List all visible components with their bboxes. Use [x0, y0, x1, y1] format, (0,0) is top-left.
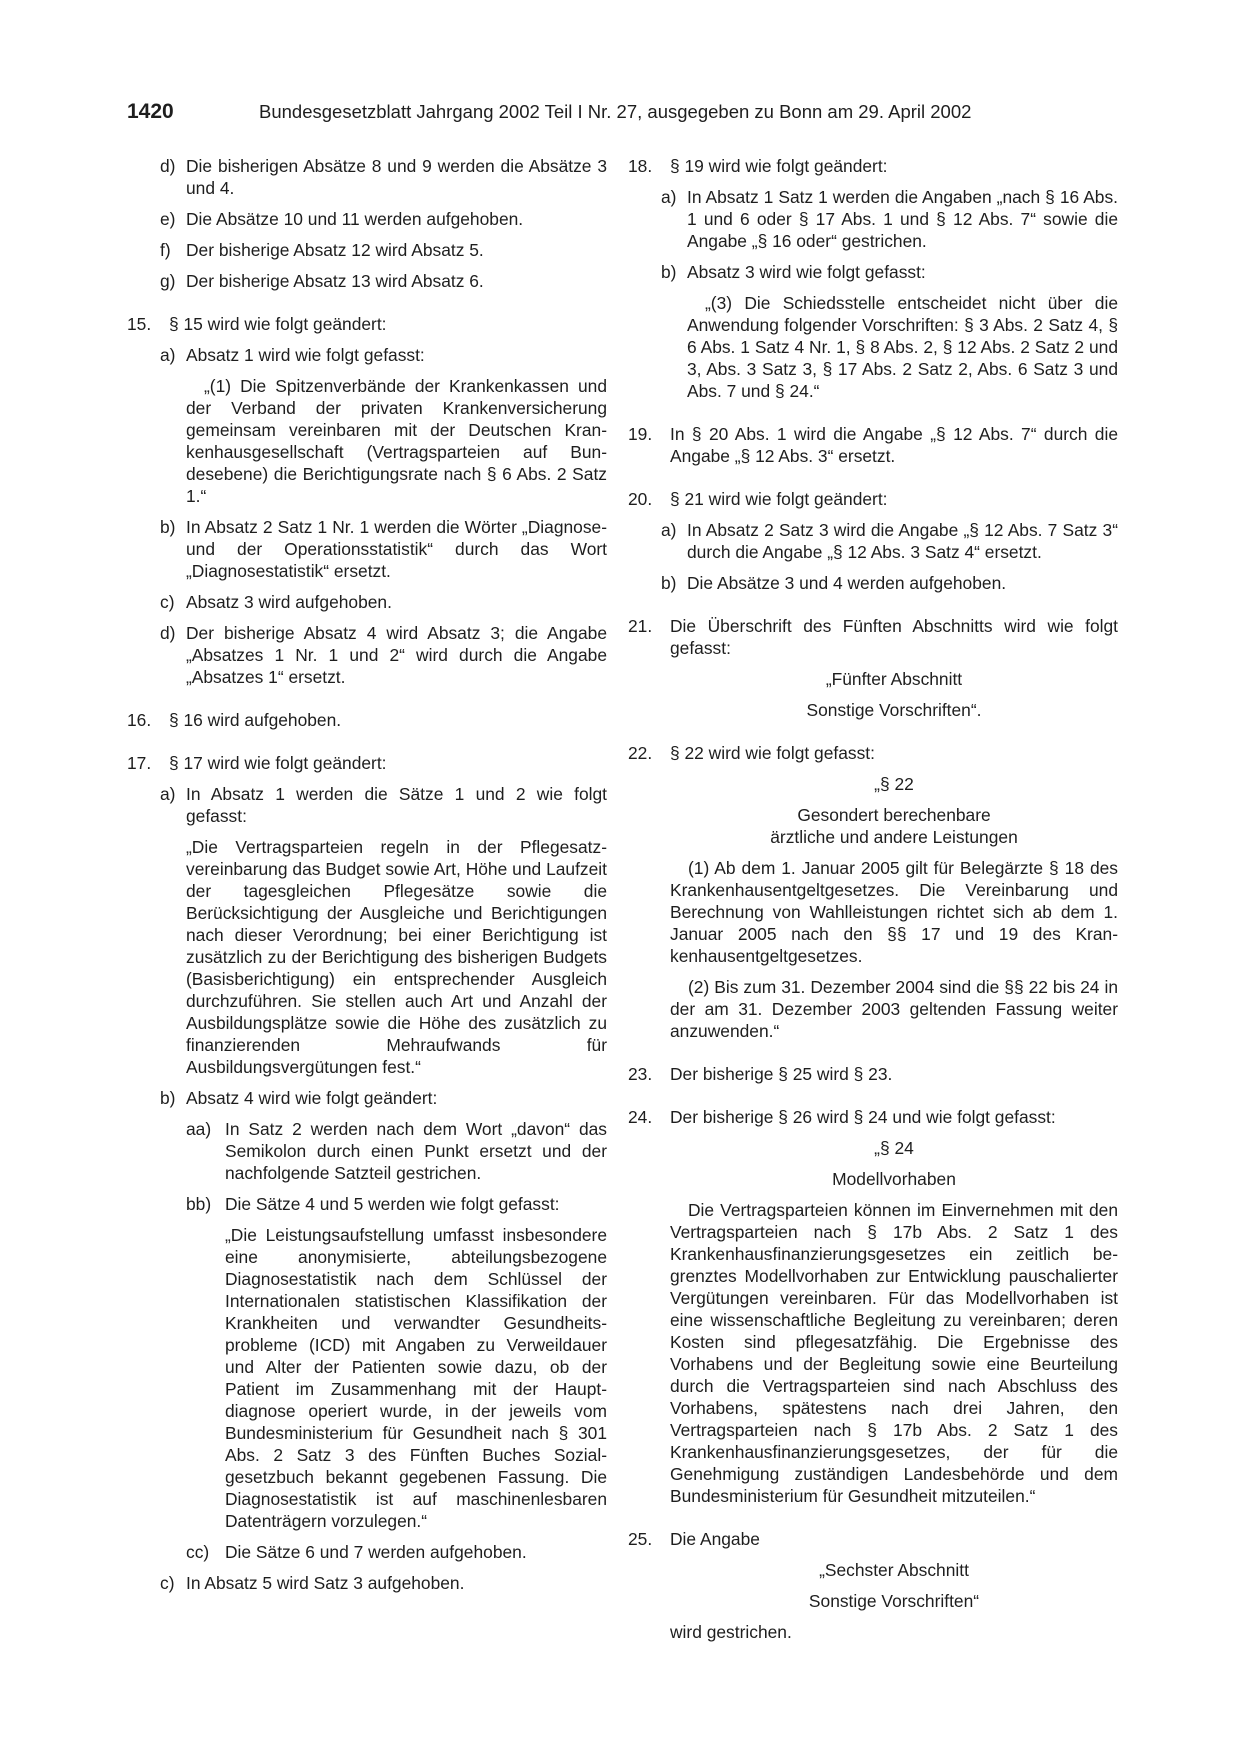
list-item: b) Absatz 3 wird wie folgt gefasst:	[661, 262, 926, 282]
list-item: b) In Absatz 2 Satz 1 Nr. 1 werden die Wörter „Diagnose- und der Operationsstatistik“ durch das Wort „Diagnosestatistik“ ersetzt.	[160, 517, 607, 581]
section-heading: Sonstige Vorschriften“	[808, 1591, 980, 1611]
list-item: d) Die bisherigen Absätze 8 und 9 werden die Absätze 3 und 4.	[160, 156, 607, 198]
list-item: f) Der bisherige Absatz 12 wird Absatz 5.	[160, 240, 484, 260]
page-number: 1420	[127, 100, 174, 123]
list-item: a) In Absatz 1 werden die Sätze 1 und 2 wie folgt gefasst:	[160, 784, 607, 826]
quoted-text: „(3) Die Schiedsstelle entscheidet nicht über die Anwendung folgender Vorschriften: § 3 Abs. 2 Satz 4, § 6 Abs. 1 Satz 4 Nr. 1, § 8 Abs. 2, § 12 Abs. 2 Satz 2 und 3, Abs. 3 Satz 3, § 17 Abs. 2 Satz 2, Abs. 6 Satz 3 und Abs. 7 und § 24.“	[687, 293, 1118, 401]
section-heading: ärztliche und andere Leistungen	[770, 827, 1018, 847]
section-heading: „Sechster Abschnitt	[819, 1560, 969, 1580]
section-heading: „§ 22	[874, 774, 914, 794]
quoted-text: „Die Vertragsparteien regeln in der Pflegesatzvereinbarung das Budget sowie Art, Höhe und Laufzeit der tagesgleichen Pflegesätze sowie die Berücksichtigung der Ausgleiche und Berichtigungen nach dieser Verordnung; bei einer Berichtigung ist zusätzlich zu der Berichtigung des bisherigen Budgets (Basisberichtigung) ein entsprechender Ausgleich durchzuführen. Sie stellen auch Art und Anzahl der Ausbildungsplätze sowie die Höhe des zusätzlich zu finanzierenden Mehraufwands für Ausbildungsvergütungen fest.“	[186, 837, 607, 1077]
list-item: c) Absatz 3 wird aufgehoben.	[160, 592, 392, 612]
list-item: 19. In § 20 Abs. 1 wird die Angabe „§ 12 Abs. 7“ durch die Angabe „§ 12 Abs. 3“ ersetzt.	[628, 424, 1118, 466]
paragraph: (1) Ab dem 1. Januar 2005 gilt für Belegärzte § 18 des Krankenhausentgeltgesetzes. Die Vereinbarung und Berechnung von Wahlleistungen richtet sich ab dem 1. Januar 2005 nach den §§ 17 und 19 des Krankenhausentgeltgesetzes.	[670, 858, 1118, 966]
paragraph: (2) Bis zum 31. Dezember 2004 sind die §§ 22 bis 24 in der am 31. Dezember 2003 geltenden Fassung weiter anzuwenden.“	[670, 977, 1118, 1041]
closing-text: wird gestrichen.	[670, 1622, 792, 1642]
list-item: bb) Die Sätze 4 und 5 werden wie folgt gefasst:	[186, 1194, 560, 1214]
section-heading: Gesondert berechenbare	[797, 805, 991, 825]
list-item: a) Absatz 1 wird wie folgt gefasst:	[160, 345, 425, 365]
section-heading: „§ 24	[874, 1138, 914, 1158]
list-item: aa) In Satz 2 werden nach dem Wort „davon“ das Semikolon durch einen Punkt ersetzt und der nachfolgende Satzteil gestrichen.	[186, 1119, 607, 1183]
list-item: 23. Der bisherige § 25 wird § 23.	[628, 1064, 893, 1084]
list-item: 22. § 22 wird wie folgt gefasst:	[628, 743, 875, 763]
gazette-title: Bundesgesetzblatt Jahrgang 2002 Teil I Nr. 27, ausgegeben zu Bonn am 29. April 2002	[259, 101, 972, 122]
list-item: cc) Die Sätze 6 und 7 werden aufgehoben.	[186, 1542, 527, 1562]
list-item: 16. § 16 wird aufgehoben.	[127, 710, 342, 730]
list-item: a) In Absatz 1 Satz 1 werden die Angaben „nach § 16 Abs. 1 und 6 oder § 17 Abs. 1 und § 12 Abs. 7“ sowie die Angabe „§ 16 oder“ gestrichen.	[661, 187, 1118, 251]
left-column	[127, 155, 607, 1603]
list-item: 25. Die Angabe	[628, 1529, 760, 1549]
section-heading: Modellvorhaben	[832, 1169, 956, 1189]
quoted-text: „(1) Die Spitzenverbände der Krankenkassen und der Verband der privaten Krankenversicherung gemeinsam vereinbaren mit der Deutschen Krankenhausgesellschaft (Vertragsparteien auf Bundesebene) die Berichtigungsrate nach § 6 Abs. 2 Satz 1.“	[186, 376, 607, 506]
list-item: 15. § 15 wird wie folgt geändert:	[127, 314, 387, 334]
list-item: c) In Absatz 5 wird Satz 3 aufgehoben.	[160, 1573, 465, 1593]
list-item: g) Der bisherige Absatz 13 wird Absatz 6.	[160, 271, 484, 291]
list-item: 24. Der bisherige § 26 wird § 24 und wie folgt gefasst:	[628, 1107, 1056, 1127]
list-item: 20. § 21 wird wie folgt geändert:	[628, 489, 888, 509]
list-item: b) Die Absätze 3 und 4 werden aufgehoben.	[661, 573, 1007, 593]
section-heading: „Fünfter Abschnitt	[825, 669, 963, 689]
list-item: 18. § 19 wird wie folgt geändert:	[628, 156, 888, 176]
list-item: b) Absatz 4 wird wie folgt geändert:	[160, 1088, 438, 1108]
list-item: a) In Absatz 2 Satz 3 wird die Angabe „§ 12 Abs. 7 Satz 3“ durch die Angabe „§ 12 Abs. 3 Satz 4“ ersetzt.	[661, 520, 1118, 562]
quoted-text: „Die Leistungsaufstellung umfasst insbesondere eine anonymisierte, abteilungsbezogene Diagnosestatistik nach dem Schlüssel der Internationalen statistischen Klassifikation der Krankheiten und verwandter Gesundheitsprobleme (ICD) mit Angaben zu Verweildauer und Alter der Patienten sowie dazu, ob der Patient im Zusammenhang mit der Hauptdiagnose operiert wurde, in der jeweils vom Bundesministerium für Gesundheit nach § 301 Abs. 2 Satz 3 des Fünften Buches Sozialgesetzbuch bekannt gegebenen Fassung. Die Diagnosestatistik ist auf maschinenlesbaren Datenträgern vorzulegen.“	[225, 1225, 607, 1531]
list-item: 17. § 17 wird wie folgt geändert:	[127, 753, 387, 773]
list-item: 21. Die Überschrift des Fünften Abschnitts wird wie folgt gefasst:	[628, 616, 1118, 658]
page-header	[127, 100, 1117, 130]
list-item: d) Der bisherige Absatz 4 wird Absatz 3; die Angabe „Absatzes 1 Nr. 1 und 2“ wird durch die Angabe „Absatzes 1“ ersetzt.	[160, 623, 607, 687]
section-heading: Sonstige Vorschriften“.	[806, 700, 982, 720]
paragraph: Die Vertragsparteien können im Einvernehmen mit den Vertragsparteien nach § 17b Abs. 2 Satz 1 des Krankenhausfinanzierungsgesetzes ein zeitlich begrenztes Modellvorhaben zur Entwicklung pauschalierter Vergütungen vereinbaren. Für das Modellvorhaben ist eine wissenschaftliche Begleitung zu vereinbaren; deren Kosten sind pflegesatzfähig. Die Ergebnisse des Vorhabens und der Begleitung sowie eine Beurteilung durch die Vertragsparteien sind nach Abschluss des Vorhabens, spätestens nach drei Jahren, den Vertragsparteien nach § 17b Abs. 2 Satz 1 des Krankenhausfinanzierungsgesetzes, der für die Genehmigung zuständigen Landesbehörde und dem Bundesministerium für Gesundheit mitzuteilen.“	[670, 1200, 1118, 1506]
right-column	[628, 155, 1118, 1652]
list-item: e) Die Absätze 10 und 11 werden aufgehoben.	[160, 209, 524, 229]
